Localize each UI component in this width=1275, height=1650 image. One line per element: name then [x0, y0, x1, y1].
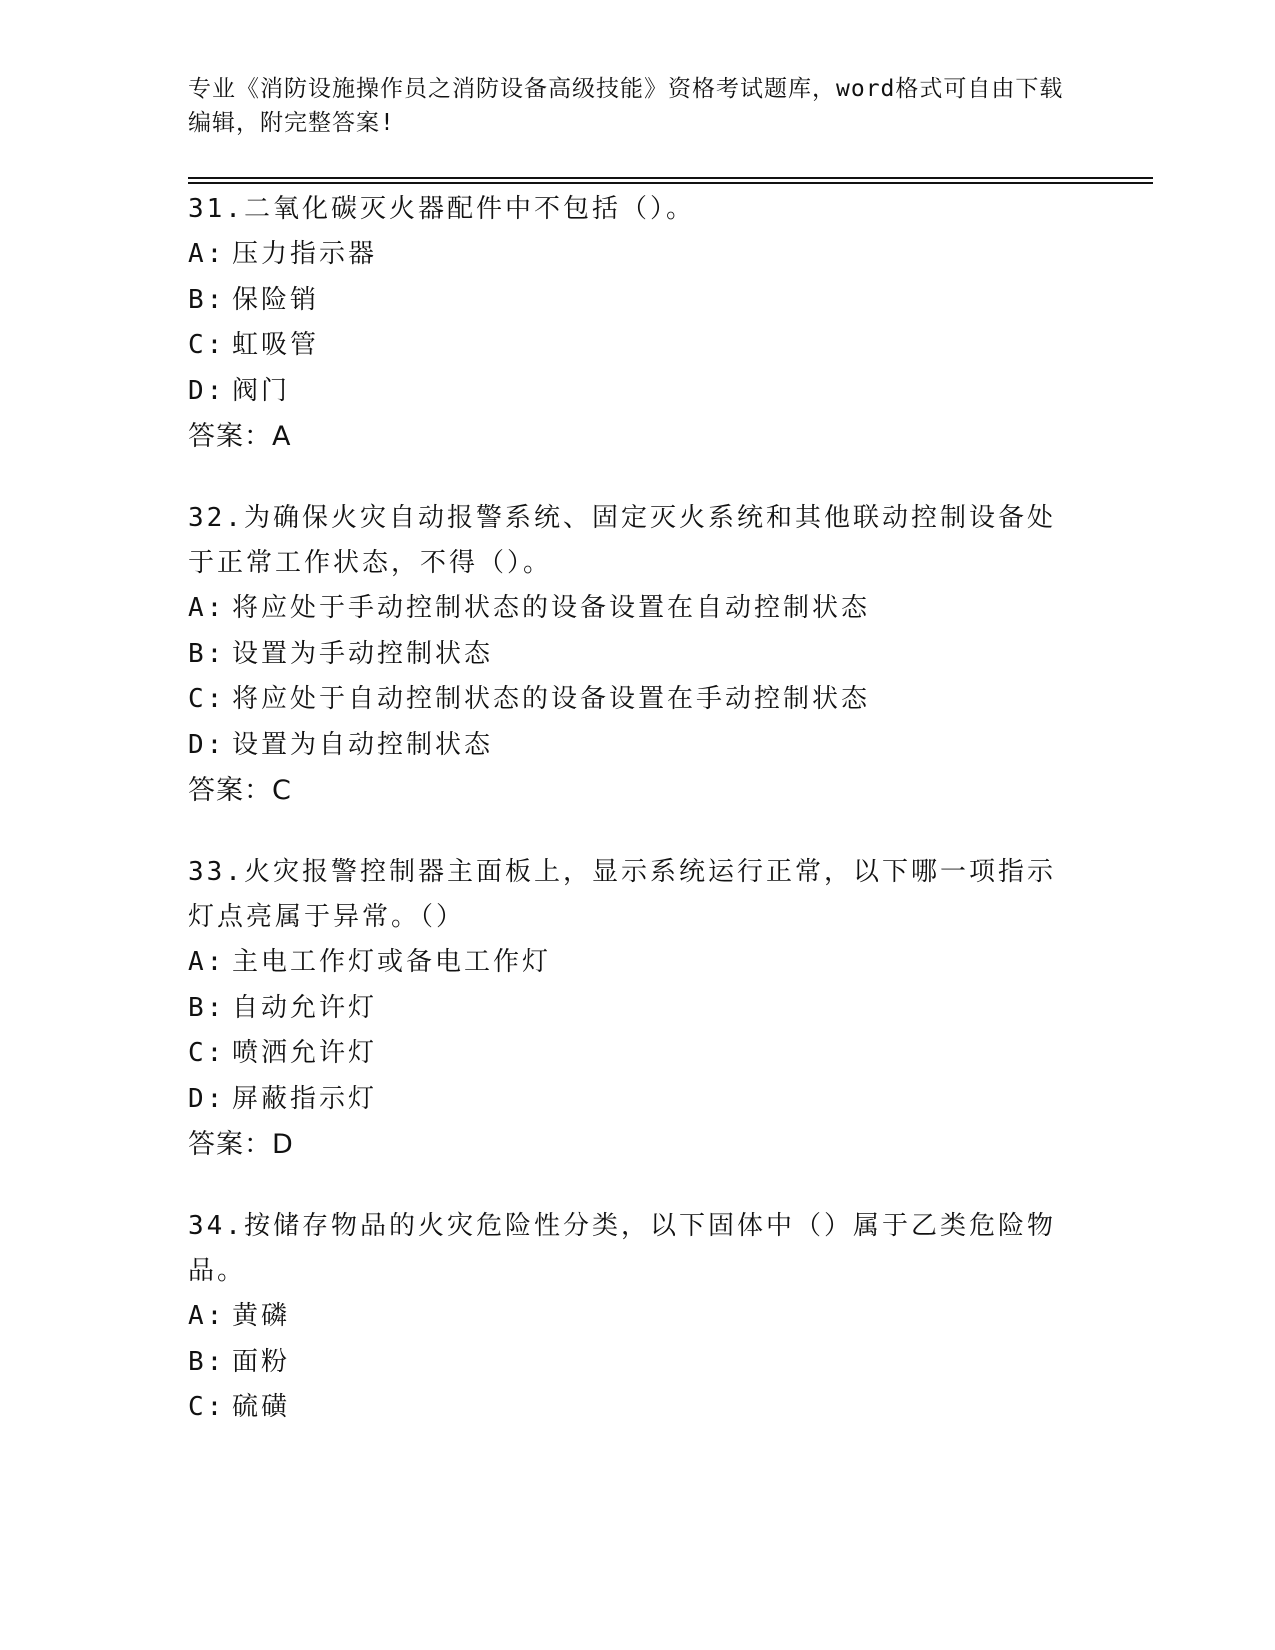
header-divider-bottom: [188, 182, 1153, 184]
option-letter: C:: [188, 684, 226, 714]
option-text: 屏蔽指示灯: [232, 1083, 378, 1114]
option-d: [188, 1077, 1088, 1123]
option-letter: C:: [188, 330, 226, 360]
option-letter: D:: [188, 729, 226, 760]
option-letter: A:: [188, 593, 226, 623]
option-letter: B:: [188, 638, 226, 669]
question-stem: 31.二氧化碳灭火器配件中不包括（）。: [188, 194, 695, 224]
option-text: 硫磺: [232, 1392, 291, 1422]
option-text: 设置为自动控制状态: [232, 729, 494, 760]
option-a: [188, 586, 1088, 632]
option-text: 自动允许灯: [232, 992, 378, 1023]
option-letter: B:: [188, 284, 226, 315]
option-a: [188, 1294, 1088, 1340]
option-text: 将应处于手动控制状态的设备设置在自动控制状态: [232, 593, 871, 623]
option-text: 黄磷: [232, 1301, 291, 1331]
option-text: 压力指示器: [232, 239, 378, 269]
option-text: 保险销: [232, 284, 320, 315]
answer-line: 答案：D: [188, 1129, 294, 1160]
option-text: 将应处于自动控制状态的设备设置在手动控制状态: [232, 684, 871, 714]
option-letter: C:: [188, 1038, 226, 1068]
option-letter: A:: [188, 1301, 226, 1331]
document-intro: 专业《消防设施操作员之消防设备高级技能》资格考试题库，word格式可自由下载编辑，附完整答案!: [188, 76, 1064, 136]
option-a: [188, 232, 1088, 278]
option-letter: B:: [188, 992, 226, 1023]
option-text: 虹吸管: [232, 330, 320, 360]
option-a: [188, 940, 1088, 986]
question-32: [188, 496, 1088, 814]
option-c: [188, 1031, 1088, 1077]
option-letter: A:: [188, 947, 226, 977]
option-letter: D:: [188, 375, 226, 406]
question-stem: 32.为确保火灾自动报警系统、固定灭火系统和其他联动控制设备处于正常工作状态，不得（）。: [188, 503, 1056, 578]
option-letter: C:: [188, 1392, 226, 1422]
option-d: [188, 369, 1088, 415]
option-letter: B:: [188, 1346, 226, 1377]
option-c: [188, 323, 1088, 369]
option-text: 喷洒允许灯: [232, 1038, 378, 1068]
question-31: [188, 187, 1088, 460]
question-34: [188, 1204, 1088, 1431]
option-b: [188, 278, 1088, 324]
answer-line: 答案：A: [188, 421, 292, 452]
option-letter: A:: [188, 239, 226, 269]
option-d: [188, 723, 1088, 769]
option-b: [188, 1340, 1088, 1386]
option-letter: D:: [188, 1083, 226, 1114]
option-text: 阀门: [232, 375, 291, 406]
question-stem: 34.按储存物品的火灾危险性分类，以下固体中（）属于乙类危险物品。: [188, 1211, 1056, 1286]
option-text: 面粉: [232, 1346, 291, 1377]
answer-line: 答案：C: [188, 775, 292, 806]
option-b: [188, 632, 1088, 678]
option-text: 主电工作灯或备电工作灯: [232, 947, 552, 977]
header-divider-top: [188, 177, 1153, 179]
option-b: [188, 986, 1088, 1032]
option-c: [188, 1385, 1088, 1431]
question-33: [188, 850, 1088, 1168]
question-stem: 33.火灾报警控制器主面板上，显示系统运行正常，以下哪一项指示灯点亮属于异常。（）: [188, 857, 1056, 932]
option-text: 设置为手动控制状态: [232, 638, 494, 669]
option-c: [188, 677, 1088, 723]
question-list: [188, 187, 1088, 1467]
